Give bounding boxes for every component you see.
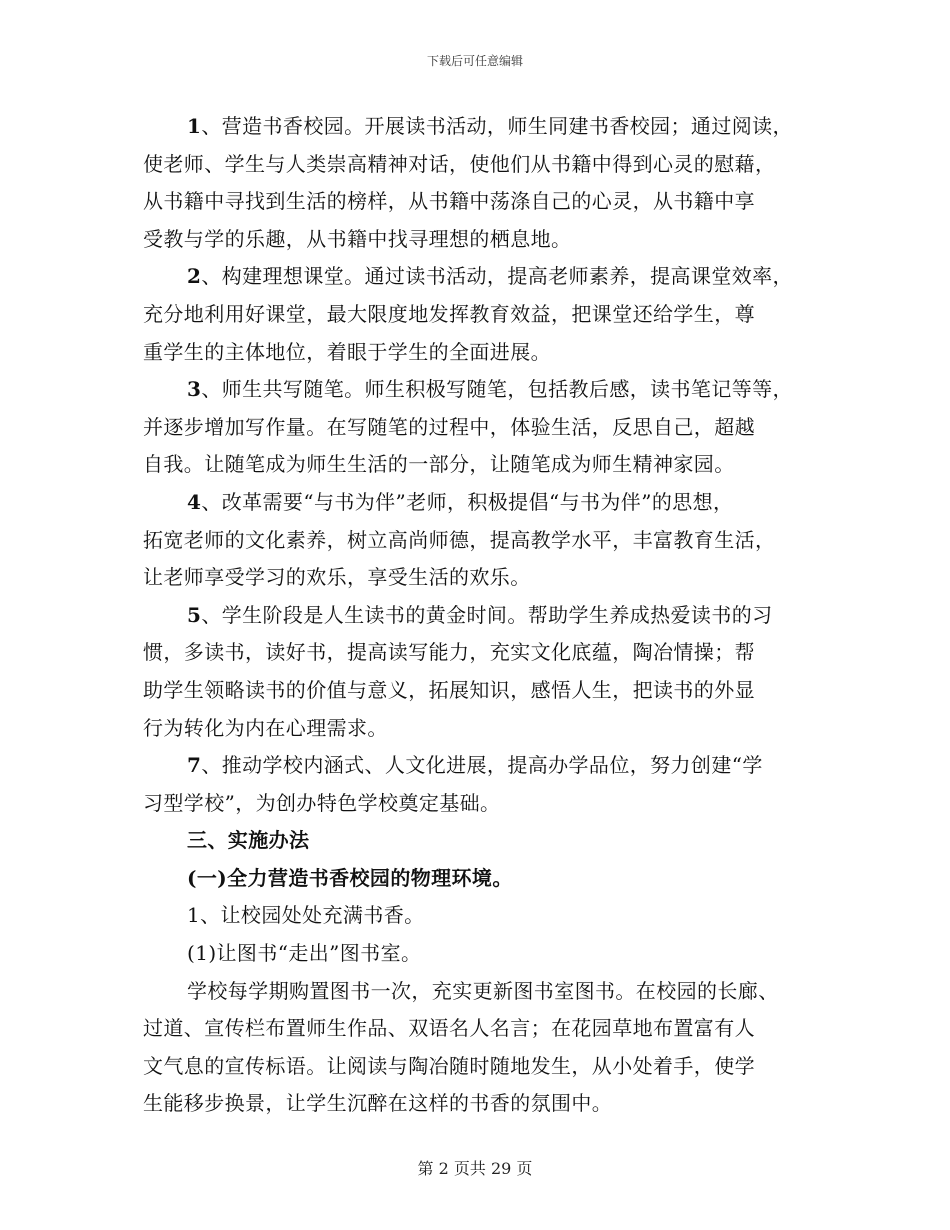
- paragraph-line: 从书籍中寻找到生活的榜样，从书籍中荡涤自己的心灵，从书籍中享: [143, 189, 755, 214]
- paragraph-line: 4、改革需要“与书为伴”老师，积极提倡“与书为伴”的思想，: [187, 489, 734, 514]
- paragraph-line: 使老师、学生与人类崇高精神对话，使他们从书籍中得到心灵的慰藉，: [143, 151, 776, 176]
- paragraph-line: 过道、宣传栏布置师生作品、双语名人名言；在花园草地布置富有人: [143, 1016, 755, 1041]
- paragraph-line: 并逐步增加写作量。在写随笔的过程中，体验生活，反思自己，超越: [143, 414, 755, 439]
- paragraph-4: [143, 484, 823, 597]
- paragraph-number: 2: [187, 264, 202, 289]
- paragraph-line: 习型学校”，为创办特色学校奠定基础。: [143, 790, 501, 815]
- paragraph-number: 3: [187, 377, 202, 402]
- paragraph-5: [143, 597, 823, 747]
- paragraph-line: 学校每学期购置图书一次，充实更新图书室图书。在校园的长廊、: [187, 978, 779, 1003]
- paragraph-line: 受教与学的乐趣，从书籍中找寻理想的栖息地。: [143, 226, 572, 251]
- paragraph-line: 7、推动学校内涵式、人文化进展，提高办学品位，努力创建“学: [187, 753, 763, 778]
- paragraph-line: 3、师生共写随笔。师生积极写随笔，包括教后感，读书笔记等等，: [187, 377, 793, 402]
- paragraph-line: 助学生领略读书的价值与意义，拓展知识，感悟人生，把读书的外显: [143, 677, 755, 702]
- paragraph-line: 自我。让随笔成为师生生活的一部分，让随笔成为师生精神家园。: [143, 452, 735, 477]
- page-header: 下载后可任意编辑: [426, 54, 523, 68]
- item-heading: 1、让校园处处充满书香。: [187, 903, 425, 928]
- paragraph-1: [143, 108, 823, 258]
- paragraph-line: 5、学生阶段是人生读书的黄金时间。帮助学生养成热爱读书的习: [187, 602, 773, 627]
- paragraph-line: 行为转化为内在心理需求。: [143, 715, 388, 740]
- paragraph-line: 生能移步换景，让学生沉醉在这样的书香的氛围中。: [143, 1091, 613, 1116]
- paragraph-line: 2、构建理想课堂。通过读书活动，提高老师素养，提高课堂效率，: [187, 264, 793, 289]
- paragraph-2: [143, 258, 823, 371]
- paragraph-line: 拓宽老师的文化素养，树立高尚师德，提高教学水平，丰富教育生活，: [143, 527, 776, 552]
- sub-item-heading: (1)让图书“走出”图书室。: [187, 941, 422, 966]
- paragraph-number: 4: [187, 489, 202, 514]
- document-body: [143, 108, 823, 1123]
- section-heading: 三、实施办法: [187, 828, 310, 853]
- paragraph-7: [143, 747, 823, 822]
- paragraph-line: 惯，多读书，读好书，提高读写能力，充实文化底蕴，陶冶情操；帮: [143, 640, 755, 665]
- paragraph-number: 7: [187, 753, 202, 778]
- paragraph-line: 让老师享受学习的欢乐，享受生活的欢乐。: [143, 565, 531, 590]
- paragraph-3: [143, 371, 823, 484]
- paragraph-line: 文气息的宣传标语。让阅读与陶冶随时随地发生，从小处着手，使学: [143, 1053, 755, 1078]
- paragraph-line: 重学生的主体地位，着眼于学生的全面进展。: [143, 339, 551, 364]
- paragraph-line: 1、营造书香校园。开展读书活动，师生同建书香校园；通过阅读，: [187, 114, 793, 138]
- paragraph-line: 充分地利用好课堂，最大限度地发挥教育效益，把课堂还给学生，尊: [143, 301, 755, 326]
- paragraph-number: 5: [187, 602, 202, 627]
- sub-heading: (一)全力营造书香校园的物理环境。: [187, 865, 513, 890]
- page-footer: 第 2 页共 29 页: [417, 1159, 533, 1178]
- paragraph-number: 1: [187, 114, 202, 138]
- final-paragraph: [143, 973, 823, 1123]
